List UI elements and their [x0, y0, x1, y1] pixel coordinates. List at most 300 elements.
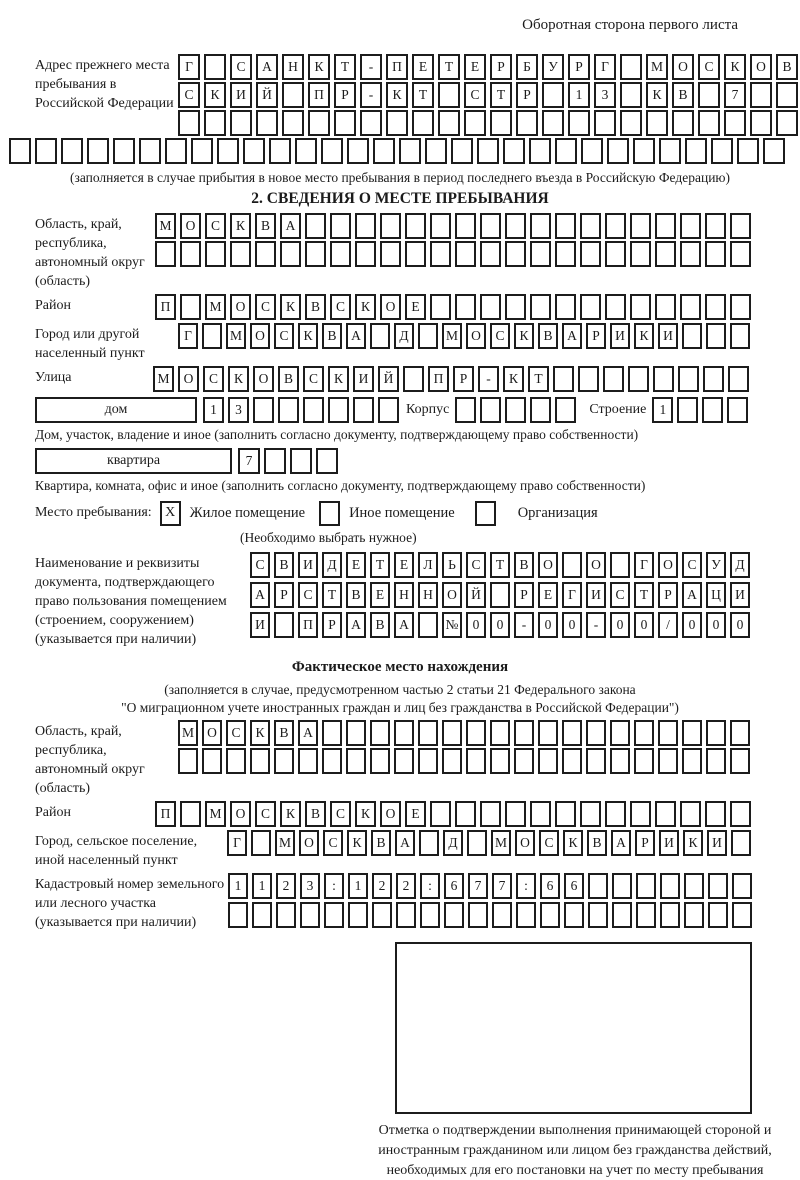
- char-cell[interactable]: [444, 902, 464, 928]
- char-cell[interactable]: [680, 294, 701, 320]
- char-cell[interactable]: [555, 294, 576, 320]
- char-cell[interactable]: [418, 612, 438, 638]
- char-cell[interactable]: Е: [405, 801, 426, 827]
- char-cell[interactable]: -: [478, 366, 499, 392]
- char-cell[interactable]: [562, 720, 582, 746]
- char-cell[interactable]: 6: [540, 873, 560, 899]
- char-cell[interactable]: 0: [706, 612, 726, 638]
- house-box[interactable]: дом: [35, 397, 197, 423]
- char-cell[interactable]: А: [346, 612, 366, 638]
- char-cell[interactable]: [264, 448, 286, 474]
- char-cell[interactable]: К: [328, 366, 349, 392]
- char-cell[interactable]: [605, 213, 626, 239]
- char-cell[interactable]: [455, 801, 476, 827]
- char-cell[interactable]: [658, 720, 678, 746]
- char-cell[interactable]: [680, 213, 701, 239]
- char-cell[interactable]: Г: [634, 552, 654, 578]
- char-cell[interactable]: [680, 801, 701, 827]
- char-cell[interactable]: М: [178, 720, 198, 746]
- char-cell[interactable]: [256, 110, 278, 136]
- char-cell[interactable]: [490, 748, 510, 774]
- char-cell[interactable]: Р: [658, 582, 678, 608]
- char-cell[interactable]: [467, 830, 487, 856]
- char-cell[interactable]: Е: [394, 552, 414, 578]
- char-cell[interactable]: Д: [322, 552, 342, 578]
- char-cell[interactable]: [594, 110, 616, 136]
- char-cell[interactable]: Г: [178, 54, 200, 80]
- char-cell[interactable]: [708, 873, 728, 899]
- char-cell[interactable]: О: [466, 323, 486, 349]
- char-cell[interactable]: [228, 902, 248, 928]
- char-cell[interactable]: К: [347, 830, 367, 856]
- char-cell[interactable]: [455, 294, 476, 320]
- char-cell[interactable]: С: [464, 82, 486, 108]
- char-cell[interactable]: [251, 830, 271, 856]
- char-cell[interactable]: [334, 110, 356, 136]
- char-cell[interactable]: О: [230, 294, 251, 320]
- char-cell[interactable]: [451, 138, 473, 164]
- char-cell[interactable]: [430, 294, 451, 320]
- char-cell[interactable]: О: [202, 720, 222, 746]
- char-cell[interactable]: Н: [282, 54, 304, 80]
- char-cell[interactable]: И: [250, 612, 270, 638]
- char-cell[interactable]: :: [516, 873, 536, 899]
- char-cell[interactable]: 2: [396, 873, 416, 899]
- char-cell[interactable]: К: [298, 323, 318, 349]
- char-cell[interactable]: [731, 830, 751, 856]
- char-cell[interactable]: [252, 902, 272, 928]
- char-cell[interactable]: [636, 902, 656, 928]
- char-cell[interactable]: [634, 720, 654, 746]
- char-cell[interactable]: [562, 748, 582, 774]
- char-cell[interactable]: В: [305, 801, 326, 827]
- char-cell[interactable]: [464, 110, 486, 136]
- char-cell[interactable]: [165, 138, 187, 164]
- char-cell[interactable]: [269, 138, 291, 164]
- char-cell[interactable]: [305, 241, 326, 267]
- char-cell[interactable]: [403, 366, 424, 392]
- char-cell[interactable]: [347, 138, 369, 164]
- char-cell[interactable]: [730, 748, 750, 774]
- char-cell[interactable]: [630, 294, 651, 320]
- char-cell[interactable]: [730, 801, 751, 827]
- apartment-box[interactable]: квартира: [35, 448, 232, 474]
- char-cell[interactable]: С: [205, 213, 226, 239]
- char-cell[interactable]: В: [672, 82, 694, 108]
- char-cell[interactable]: [276, 902, 296, 928]
- char-cell[interactable]: [530, 241, 551, 267]
- char-cell[interactable]: [555, 241, 576, 267]
- char-cell[interactable]: [355, 213, 376, 239]
- char-cell[interactable]: В: [274, 720, 294, 746]
- char-cell[interactable]: 0: [562, 612, 582, 638]
- char-cell[interactable]: 1: [568, 82, 590, 108]
- char-cell[interactable]: [419, 830, 439, 856]
- char-cell[interactable]: [634, 748, 654, 774]
- char-cell[interactable]: 2: [276, 873, 296, 899]
- char-cell[interactable]: [711, 138, 733, 164]
- char-cell[interactable]: В: [305, 294, 326, 320]
- char-cell[interactable]: Е: [370, 582, 390, 608]
- char-cell[interactable]: К: [204, 82, 226, 108]
- char-cell[interactable]: [178, 748, 198, 774]
- char-cell[interactable]: [530, 213, 551, 239]
- char-cell[interactable]: [298, 748, 318, 774]
- char-cell[interactable]: 1: [203, 397, 224, 423]
- char-cell[interactable]: [776, 82, 798, 108]
- char-cell[interactable]: Е: [405, 294, 426, 320]
- char-cell[interactable]: [580, 213, 601, 239]
- char-cell[interactable]: [660, 902, 680, 928]
- char-cell[interactable]: [328, 397, 349, 423]
- char-cell[interactable]: 2: [372, 873, 392, 899]
- char-cell[interactable]: П: [428, 366, 449, 392]
- char-cell[interactable]: [394, 748, 414, 774]
- char-cell[interactable]: [680, 241, 701, 267]
- char-cell[interactable]: М: [442, 323, 462, 349]
- char-cell[interactable]: [505, 801, 526, 827]
- char-cell[interactable]: 6: [444, 873, 464, 899]
- char-cell[interactable]: Н: [418, 582, 438, 608]
- char-cell[interactable]: [630, 213, 651, 239]
- char-cell[interactable]: М: [646, 54, 668, 80]
- char-cell[interactable]: М: [491, 830, 511, 856]
- char-cell[interactable]: [466, 720, 486, 746]
- char-cell[interactable]: [316, 448, 338, 474]
- char-cell[interactable]: Р: [490, 54, 512, 80]
- char-cell[interactable]: [191, 138, 213, 164]
- char-cell[interactable]: [230, 241, 251, 267]
- char-cell[interactable]: 0: [730, 612, 750, 638]
- char-cell[interactable]: К: [280, 801, 301, 827]
- stay-option-other-checkbox[interactable]: [319, 501, 340, 526]
- char-cell[interactable]: 7: [238, 448, 260, 474]
- char-cell[interactable]: [204, 110, 226, 136]
- char-cell[interactable]: [776, 110, 798, 136]
- char-cell[interactable]: [750, 110, 772, 136]
- char-cell[interactable]: [480, 213, 501, 239]
- char-cell[interactable]: [202, 323, 222, 349]
- char-cell[interactable]: [178, 110, 200, 136]
- char-cell[interactable]: [605, 294, 626, 320]
- char-cell[interactable]: [630, 241, 651, 267]
- char-cell[interactable]: [255, 241, 276, 267]
- char-cell[interactable]: Р: [568, 54, 590, 80]
- char-cell[interactable]: [430, 241, 451, 267]
- char-cell[interactable]: П: [386, 54, 408, 80]
- char-cell[interactable]: [278, 397, 299, 423]
- char-cell[interactable]: Й: [378, 366, 399, 392]
- char-cell[interactable]: Т: [322, 582, 342, 608]
- char-cell[interactable]: [655, 801, 676, 827]
- char-cell[interactable]: К: [503, 366, 524, 392]
- char-cell[interactable]: С: [610, 582, 630, 608]
- char-cell[interactable]: [290, 448, 312, 474]
- char-cell[interactable]: О: [253, 366, 274, 392]
- char-cell[interactable]: А: [562, 323, 582, 349]
- char-cell[interactable]: У: [706, 552, 726, 578]
- char-cell[interactable]: [243, 138, 265, 164]
- char-cell[interactable]: -: [514, 612, 534, 638]
- char-cell[interactable]: К: [646, 82, 668, 108]
- char-cell[interactable]: :: [420, 873, 440, 899]
- char-cell[interactable]: Т: [490, 82, 512, 108]
- char-cell[interactable]: [698, 110, 720, 136]
- char-cell[interactable]: [530, 801, 551, 827]
- char-cell[interactable]: О: [750, 54, 772, 80]
- char-cell[interactable]: [253, 397, 274, 423]
- char-cell[interactable]: 1: [252, 873, 272, 899]
- char-cell[interactable]: [308, 110, 330, 136]
- char-cell[interactable]: [418, 323, 438, 349]
- char-cell[interactable]: [705, 241, 726, 267]
- char-cell[interactable]: [555, 213, 576, 239]
- stay-option-dwelling-checkbox[interactable]: X: [160, 501, 181, 526]
- char-cell[interactable]: [610, 552, 630, 578]
- char-cell[interactable]: [380, 213, 401, 239]
- char-cell[interactable]: [658, 748, 678, 774]
- char-cell[interactable]: [180, 801, 201, 827]
- char-cell[interactable]: И: [659, 830, 679, 856]
- char-cell[interactable]: [612, 902, 632, 928]
- char-cell[interactable]: [305, 213, 326, 239]
- char-cell[interactable]: Р: [274, 582, 294, 608]
- char-cell[interactable]: -: [586, 612, 606, 638]
- char-cell[interactable]: [442, 720, 462, 746]
- char-cell[interactable]: [492, 902, 512, 928]
- char-cell[interactable]: [394, 720, 414, 746]
- char-cell[interactable]: Й: [466, 582, 486, 608]
- char-cell[interactable]: Д: [443, 830, 463, 856]
- char-cell[interactable]: П: [155, 294, 176, 320]
- char-cell[interactable]: И: [353, 366, 374, 392]
- char-cell[interactable]: В: [371, 830, 391, 856]
- char-cell[interactable]: [180, 294, 201, 320]
- char-cell[interactable]: М: [205, 801, 226, 827]
- char-cell[interactable]: Л: [418, 552, 438, 578]
- char-cell[interactable]: Т: [370, 552, 390, 578]
- char-cell[interactable]: [180, 241, 201, 267]
- char-cell[interactable]: О: [299, 830, 319, 856]
- char-cell[interactable]: Р: [334, 82, 356, 108]
- char-cell[interactable]: 3: [228, 397, 249, 423]
- char-cell[interactable]: К: [724, 54, 746, 80]
- char-cell[interactable]: [480, 294, 501, 320]
- char-cell[interactable]: Е: [412, 54, 434, 80]
- char-cell[interactable]: :: [324, 873, 344, 899]
- char-cell[interactable]: [418, 720, 438, 746]
- char-cell[interactable]: Т: [438, 54, 460, 80]
- char-cell[interactable]: [370, 323, 390, 349]
- char-cell[interactable]: Р: [322, 612, 342, 638]
- char-cell[interactable]: [477, 138, 499, 164]
- char-cell[interactable]: [399, 138, 421, 164]
- char-cell[interactable]: 6: [564, 873, 584, 899]
- char-cell[interactable]: [378, 397, 399, 423]
- char-cell[interactable]: У: [542, 54, 564, 80]
- char-cell[interactable]: А: [394, 612, 414, 638]
- char-cell[interactable]: [480, 397, 501, 423]
- char-cell[interactable]: [330, 241, 351, 267]
- char-cell[interactable]: [330, 213, 351, 239]
- char-cell[interactable]: В: [274, 552, 294, 578]
- char-cell[interactable]: [321, 138, 343, 164]
- char-cell[interactable]: [540, 902, 560, 928]
- char-cell[interactable]: [370, 720, 390, 746]
- char-cell[interactable]: [530, 397, 551, 423]
- char-cell[interactable]: О: [658, 552, 678, 578]
- char-cell[interactable]: С: [303, 366, 324, 392]
- char-cell[interactable]: [516, 902, 536, 928]
- char-cell[interactable]: [555, 801, 576, 827]
- char-cell[interactable]: [653, 366, 674, 392]
- char-cell[interactable]: К: [355, 294, 376, 320]
- char-cell[interactable]: [217, 138, 239, 164]
- char-cell[interactable]: Р: [635, 830, 655, 856]
- char-cell[interactable]: К: [228, 366, 249, 392]
- char-cell[interactable]: Б: [516, 54, 538, 80]
- char-cell[interactable]: [685, 138, 707, 164]
- char-cell[interactable]: [580, 801, 601, 827]
- char-cell[interactable]: В: [776, 54, 798, 80]
- char-cell[interactable]: [568, 110, 590, 136]
- char-cell[interactable]: [425, 138, 447, 164]
- char-cell[interactable]: Г: [178, 323, 198, 349]
- char-cell[interactable]: П: [298, 612, 318, 638]
- char-cell[interactable]: С: [490, 323, 510, 349]
- char-cell[interactable]: Е: [346, 552, 366, 578]
- char-cell[interactable]: С: [298, 582, 318, 608]
- char-cell[interactable]: [438, 110, 460, 136]
- char-cell[interactable]: [490, 720, 510, 746]
- char-cell[interactable]: [538, 720, 558, 746]
- char-cell[interactable]: [480, 801, 501, 827]
- char-cell[interactable]: К: [308, 54, 330, 80]
- char-cell[interactable]: К: [280, 294, 301, 320]
- char-cell[interactable]: С: [230, 54, 252, 80]
- char-cell[interactable]: Е: [538, 582, 558, 608]
- char-cell[interactable]: [630, 801, 651, 827]
- char-cell[interactable]: [581, 138, 603, 164]
- char-cell[interactable]: [346, 720, 366, 746]
- char-cell[interactable]: [505, 294, 526, 320]
- char-cell[interactable]: [113, 138, 135, 164]
- char-cell[interactable]: Т: [334, 54, 356, 80]
- char-cell[interactable]: А: [395, 830, 415, 856]
- char-cell[interactable]: С: [203, 366, 224, 392]
- char-cell[interactable]: [87, 138, 109, 164]
- char-cell[interactable]: А: [611, 830, 631, 856]
- char-cell[interactable]: [466, 748, 486, 774]
- char-cell[interactable]: О: [515, 830, 535, 856]
- char-cell[interactable]: И: [707, 830, 727, 856]
- char-cell[interactable]: [730, 720, 750, 746]
- char-cell[interactable]: [603, 366, 624, 392]
- char-cell[interactable]: [412, 110, 434, 136]
- char-cell[interactable]: [646, 110, 668, 136]
- char-cell[interactable]: [274, 748, 294, 774]
- char-cell[interactable]: [405, 241, 426, 267]
- char-cell[interactable]: С: [539, 830, 559, 856]
- char-cell[interactable]: [226, 748, 246, 774]
- char-cell[interactable]: А: [346, 323, 366, 349]
- char-cell[interactable]: [303, 397, 324, 423]
- char-cell[interactable]: [250, 748, 270, 774]
- char-cell[interactable]: [370, 748, 390, 774]
- char-cell[interactable]: [682, 720, 702, 746]
- char-cell[interactable]: [555, 138, 577, 164]
- char-cell[interactable]: [295, 138, 317, 164]
- char-cell[interactable]: А: [250, 582, 270, 608]
- char-cell[interactable]: С: [466, 552, 486, 578]
- char-cell[interactable]: 3: [594, 82, 616, 108]
- char-cell[interactable]: [706, 748, 726, 774]
- char-cell[interactable]: [205, 241, 226, 267]
- char-cell[interactable]: [9, 138, 31, 164]
- char-cell[interactable]: [405, 213, 426, 239]
- char-cell[interactable]: 0: [634, 612, 654, 638]
- char-cell[interactable]: [514, 720, 534, 746]
- char-cell[interactable]: [35, 138, 57, 164]
- char-cell[interactable]: [348, 902, 368, 928]
- char-cell[interactable]: К: [514, 323, 534, 349]
- char-cell[interactable]: О: [538, 552, 558, 578]
- char-cell[interactable]: [730, 323, 750, 349]
- char-cell[interactable]: П: [308, 82, 330, 108]
- char-cell[interactable]: [610, 720, 630, 746]
- char-cell[interactable]: [430, 801, 451, 827]
- char-cell[interactable]: [708, 902, 728, 928]
- char-cell[interactable]: [705, 213, 726, 239]
- char-cell[interactable]: С: [323, 830, 343, 856]
- char-cell[interactable]: [607, 138, 629, 164]
- char-cell[interactable]: [516, 110, 538, 136]
- char-cell[interactable]: И: [230, 82, 252, 108]
- char-cell[interactable]: О: [178, 366, 199, 392]
- char-cell[interactable]: [580, 294, 601, 320]
- char-cell[interactable]: Г: [594, 54, 616, 80]
- char-cell[interactable]: [682, 748, 702, 774]
- char-cell[interactable]: 7: [492, 873, 512, 899]
- char-cell[interactable]: №: [442, 612, 462, 638]
- char-cell[interactable]: [612, 873, 632, 899]
- char-cell[interactable]: 3: [300, 873, 320, 899]
- char-cell[interactable]: [684, 873, 704, 899]
- char-cell[interactable]: [505, 397, 526, 423]
- char-cell[interactable]: Р: [586, 323, 606, 349]
- char-cell[interactable]: Т: [528, 366, 549, 392]
- char-cell[interactable]: [636, 873, 656, 899]
- char-cell[interactable]: [672, 110, 694, 136]
- char-cell[interactable]: К: [683, 830, 703, 856]
- char-cell[interactable]: [703, 366, 724, 392]
- char-cell[interactable]: /: [658, 612, 678, 638]
- char-cell[interactable]: И: [586, 582, 606, 608]
- char-cell[interactable]: [300, 902, 320, 928]
- char-cell[interactable]: [682, 323, 702, 349]
- char-cell[interactable]: [706, 323, 726, 349]
- char-cell[interactable]: [324, 902, 344, 928]
- char-cell[interactable]: [505, 241, 526, 267]
- char-cell[interactable]: [322, 720, 342, 746]
- char-cell[interactable]: Н: [394, 582, 414, 608]
- char-cell[interactable]: 7: [724, 82, 746, 108]
- char-cell[interactable]: 0: [490, 612, 510, 638]
- char-cell[interactable]: С: [698, 54, 720, 80]
- char-cell[interactable]: Г: [227, 830, 247, 856]
- char-cell[interactable]: С: [682, 552, 702, 578]
- char-cell[interactable]: П: [155, 801, 176, 827]
